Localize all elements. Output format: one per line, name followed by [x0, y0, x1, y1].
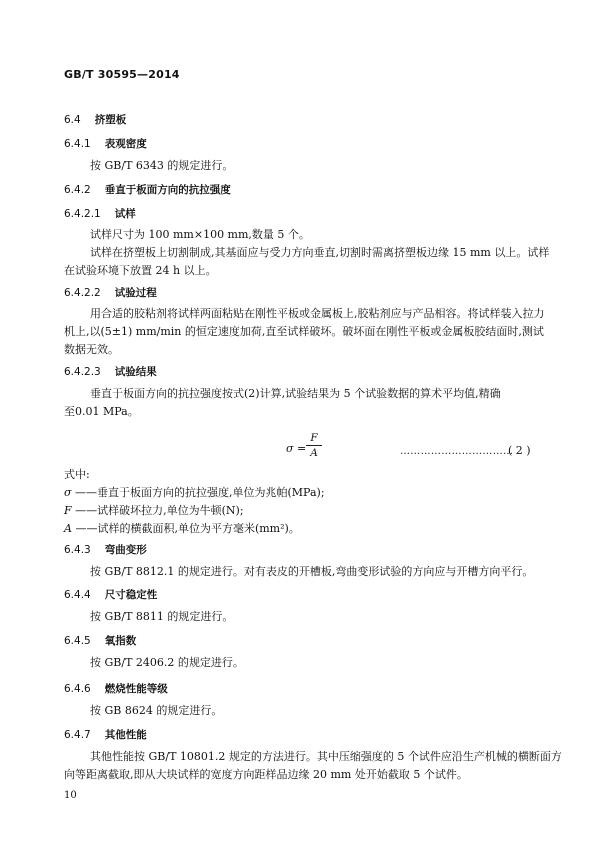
fraction-bar	[306, 445, 322, 446]
heading-title: 试验过程	[114, 287, 157, 299]
heading-number: 6.4.6	[64, 683, 91, 695]
paragraph-line: 在试验环境下放置 24 h 以上。	[64, 264, 217, 277]
paragraph-line: 数据无效。	[64, 343, 119, 356]
where-symbol: F	[64, 504, 72, 517]
heading-number: 6.4	[64, 114, 81, 126]
heading-6-4-1	[64, 136, 147, 151]
heading-title: 试样	[114, 208, 136, 220]
heading-6-4-6	[64, 681, 168, 696]
heading-title: 表观密度	[104, 138, 147, 150]
paragraph-6-4-1: 按 GB/T 6343 的规定进行。	[90, 159, 234, 172]
standard-number-header: GB/T 30595—2014	[64, 68, 180, 81]
heading-number: 6.4.2.3	[64, 366, 101, 378]
where-symbol: σ	[64, 486, 72, 499]
paragraph-6-4-4: 按 GB/T 8811 的规定进行。	[90, 610, 234, 623]
paragraph-6-4-5: 按 GB/T 2406.2 的规定进行。	[90, 656, 244, 669]
paragraph-line: 至0.01 MPa。	[64, 405, 139, 418]
heading-title: 挤塑板	[94, 114, 127, 126]
heading-title: 氧指数	[104, 635, 137, 647]
formula-fraction	[306, 432, 322, 459]
heading-6-4-2	[64, 182, 231, 197]
heading-6-4-4	[64, 587, 157, 602]
heading-6-4-7	[64, 727, 147, 742]
formula-lhs: σ =	[286, 442, 307, 455]
where-symbol: A	[64, 522, 72, 535]
heading-number: 6.4.2.2	[64, 287, 101, 299]
where-description: ——试样的横截面积,单位为平方毫米(mm²)。	[71, 522, 300, 535]
where-item	[64, 502, 244, 520]
heading-title: 其他性能	[104, 729, 147, 741]
heading-title: 燃烧性能等级	[104, 683, 168, 695]
heading-6-4-3	[64, 542, 147, 557]
heading-number: 6.4.2.1	[64, 208, 101, 220]
heading-number: 6.4.4	[64, 589, 91, 601]
heading-6-4-2-1	[64, 206, 136, 221]
paragraph-6-4-3: 按 GB/T 8812.1 的规定进行。对有表皮的开槽板,弯曲变形试验的方向应与开槽方向平行。	[90, 565, 534, 578]
where-intro: 式中:	[64, 468, 90, 481]
heading-6-4-2-2	[64, 285, 157, 300]
heading-6-4-2-3	[64, 364, 157, 379]
heading-number: 6.4.2	[64, 184, 91, 196]
formula-numerator: F	[310, 432, 318, 444]
heading-title: 试验结果	[114, 366, 157, 378]
heading-6-4-5	[64, 633, 136, 648]
paragraph-6-4-6: 按 GB 8624 的规定进行。	[90, 704, 223, 717]
formula-denominator: A	[310, 447, 318, 459]
formula-leader-dots: ……………………………	[400, 446, 514, 457]
heading-title: 弯曲变形	[104, 544, 147, 556]
where-description: ——垂直于板面方向的抗拉强度,单位为兆帕(MPa);	[71, 486, 325, 499]
paragraph-line: 垂直于板面方向的抗拉强度按式(2)计算,试验结果为 5 个试验数据的算术平均值,精确	[90, 387, 501, 400]
equation-number: ( 2 )	[508, 444, 531, 457]
where-item	[64, 520, 300, 538]
heading-number: 6.4.5	[64, 635, 91, 647]
heading-number: 6.4.1	[64, 138, 91, 150]
heading-number: 6.4.3	[64, 544, 91, 556]
where-description: ——试样破坏拉力,单位为牛顿(N);	[71, 504, 244, 517]
heading-title: 垂直于板面方向的抗拉强度	[104, 184, 231, 196]
where-item	[64, 484, 325, 502]
paragraph-line: 向等距离截取,即从大块试样的宽度方向距样品边缘 20 mm 处开始截取 5 个试件。	[64, 768, 468, 781]
heading-title: 尺寸稳定性	[104, 589, 158, 601]
heading-6-4	[64, 112, 126, 127]
paragraph-line: 机上,以(5±1) mm/min 的恒定速度加荷,直至试样破坏。破坏面在刚性平板或金属板胶结面时,测试	[64, 325, 544, 338]
paragraph-line: 用合适的胶粘剂将试样两面粘贴在刚性平板或金属板上,胶粘剂应与产品相容。将试样装入拉力	[90, 307, 545, 320]
paragraph-line: 试样尺寸为 100 mm×100 mm,数量 5 个。	[90, 228, 310, 241]
page-number: 10	[64, 790, 77, 801]
heading-number: 6.4.7	[64, 729, 91, 741]
formula-2	[286, 432, 318, 459]
paragraph-line: 试样在挤塑板上切割制成,其基面应与受力方向垂直,切割时需离挤塑板边缘 15 mm 以上。试样	[90, 246, 550, 259]
paragraph-line: 其他性能按 GB/T 10801.2 规定的方法进行。其中压缩强度的 5 个试件应沿生产机械的横断面方	[90, 750, 562, 763]
